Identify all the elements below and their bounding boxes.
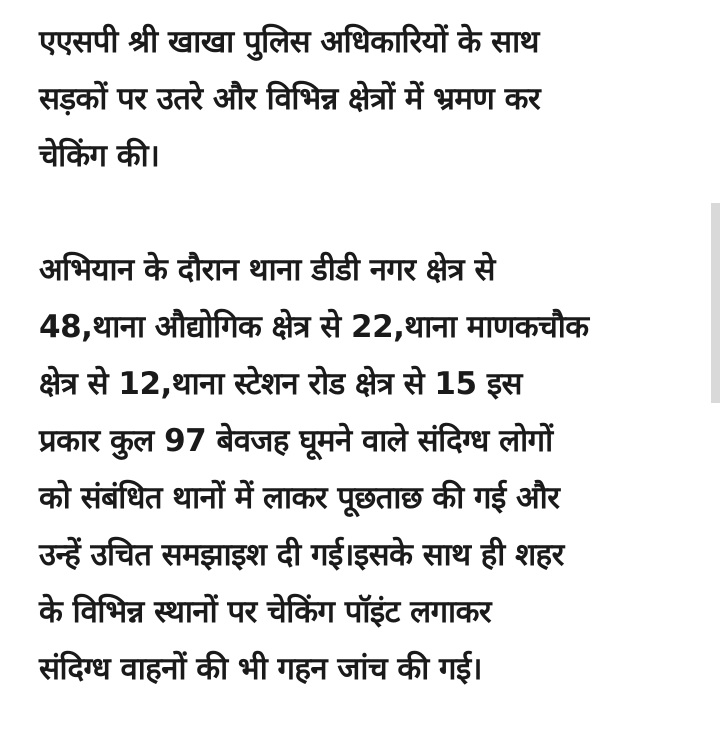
text-line: को संबंधित थानों में लाकर पूछताछ की गई और	[39, 480, 560, 516]
text-line: प्रकार कुल 97 बेवजह घूमने वाले संदिग्ध लोगों	[39, 423, 553, 459]
text-line: उन्हें उचित समझाइश दी गई।इसके साथ ही शहर	[39, 537, 564, 573]
article-paragraph-1	[39, 14, 689, 185]
text-line: 48,थाना औद्योगिक क्षेत्र से 22,थाना माणकचौक	[39, 309, 589, 345]
text-line: सड़कों पर उतरे और विभिन्न क्षेत्रों में भ्रमण कर	[39, 81, 541, 117]
text-line: एएसपी श्री खाखा पुलिस अधिकारियों के साथ	[39, 24, 539, 60]
text-line: के विभिन्न स्थानों पर चेकिंग पॉइंट लगाकर	[39, 594, 492, 630]
text-line: संदिग्ध वाहनों की भी गहन जांच की गई।	[39, 651, 482, 687]
article-paragraph-2	[39, 242, 689, 698]
text-line: अभियान के दौरान थाना डीडी नगर क्षेत्र से	[39, 252, 495, 288]
text-line: क्षेत्र से 12,थाना स्टेशन रोड क्षेत्र से 15 इस	[39, 366, 522, 402]
text-line: चेकिंग की।	[39, 138, 160, 174]
scrollbar-thumb[interactable]	[711, 203, 720, 403]
article-body	[39, 14, 689, 698]
